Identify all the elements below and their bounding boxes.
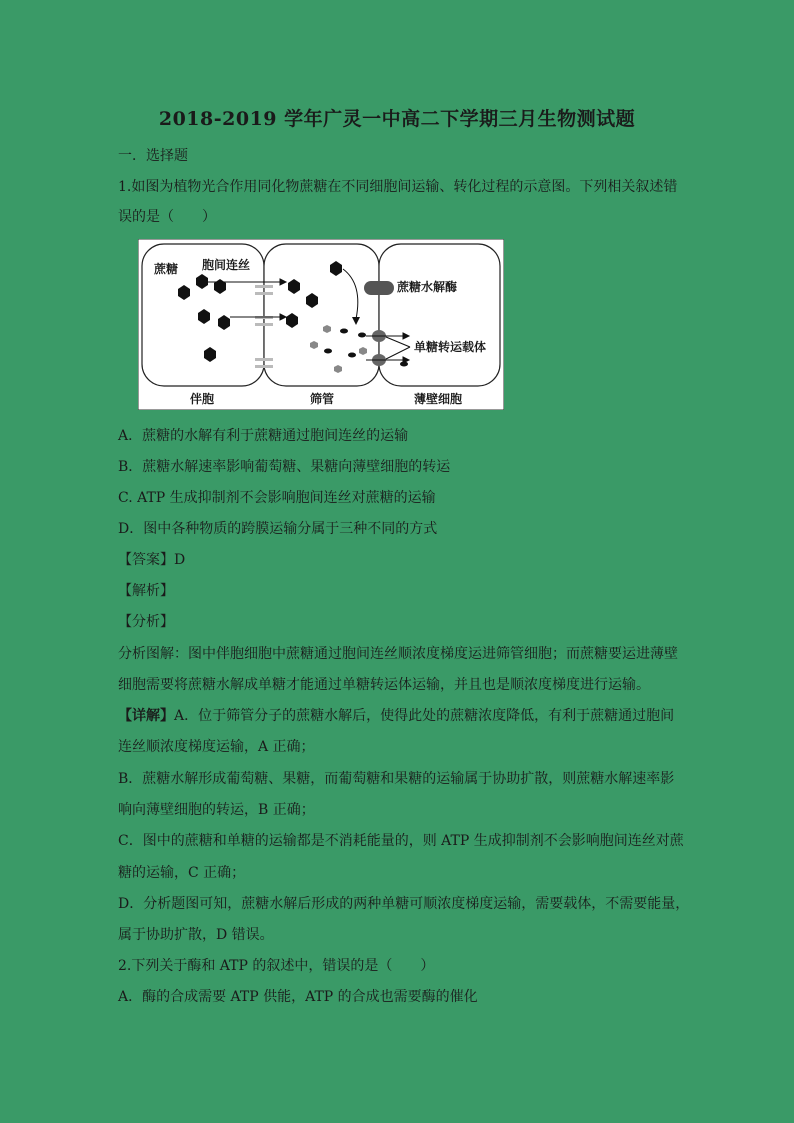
q1-stem-line2: 误的是（ ） (118, 209, 216, 225)
q1-stem-line1: 1.如图为植物光合作用同化物蔗糖在不同细胞间运输、转化过程的示意图。下列相关叙述错 (118, 179, 678, 195)
q1-detail-d1: D．分析题图可知，蔗糖水解后形成的两种单糖可顺浓度梯度运输，需要载体，不需要能量， (118, 896, 690, 912)
q1-option-a: A．蔗糖的水解有利于蔗糖通过胞间连丝的运输 (118, 428, 409, 444)
q1-analysis-header: 【解析】 (118, 583, 174, 599)
q1-detail-c2: 糖的运输，C 正确； (118, 865, 246, 881)
q1-detail-d2: 属于协助扩散，D 错误。 (118, 927, 274, 943)
label-carrier: 单糖转运载体 (414, 340, 487, 354)
q1-analysis-line2: 细胞需要将蔗糖水解成单糖才能通过单糖转运体运输，并且也是顺浓度梯度进行运输。 (118, 677, 650, 693)
q2-option-a: A．酶的合成需要 ATP 供能，ATP 的合成也需要酶的催化 (118, 989, 478, 1005)
parenchyma-cell (379, 244, 500, 386)
q1-analysis-line1: 分析图解：图中伴胞细胞中蔗糖通过胞间连丝顺浓度梯度运进筛管细胞；而蔗糖要运进薄壁 (118, 646, 678, 662)
q1-answer: 【答案】D (118, 552, 186, 568)
label-sucrose: 蔗糖 (154, 262, 179, 276)
q1-detail-tag: 【详解】 (118, 708, 174, 724)
q1-detail-b2: 响向薄壁细胞的转运，B 正确； (118, 802, 315, 818)
label-parenchyma: 薄壁细胞 (414, 392, 463, 406)
label-sieve-tube: 筛管 (310, 392, 335, 406)
label-plasmodesmata: 胞间连丝 (202, 258, 251, 272)
invertase-shape (364, 281, 394, 295)
q1-detail-a2: 连丝顺浓度梯度运输，A 正确； (118, 739, 315, 755)
page-title: 2018-2019 学年广灵一中高二下学期三月生物测试题 (158, 108, 636, 130)
q1-analysis-sub: 【分析】 (118, 614, 174, 630)
section-heading: 一．选择题 (118, 148, 188, 164)
label-invertase: 蔗糖水解酶 (397, 280, 458, 294)
q2-stem: 2.下列关于酶和 ATP 的叙述中，错误的是（ ） (118, 958, 435, 974)
q1-option-b: B．蔗糖水解速率影响葡萄糖、果糖向薄壁细胞的转运 (118, 459, 451, 475)
label-companion-cell: 伴胞 (190, 392, 215, 406)
q1-detail-a1: 【详解】A．位于筛管分子的蔗糖水解后，使得此处的蔗糖浓度降低，有利于蔗糖通过胞间 (118, 708, 675, 724)
q1-detail-c1: C．图中的蔗糖和单糖的运输都是不消耗能量的，则 ATP 生成抑制剂不会影响胞间连丝对蔗 (118, 833, 684, 849)
q1-option-c: C. ATP 生成抑制剂不会影响胞间连丝对蔗糖的运输 (118, 490, 436, 506)
q1-option-d: D．图中各种物质的跨膜运输分属于三种不同的方式 (118, 521, 438, 537)
q1-figure (138, 239, 504, 410)
q1-detail-b1: B．蔗糖水解形成葡萄糖、果糖，而葡萄糖和果糖的运输属于协助扩散，则蔗糖水解速率影 (118, 771, 675, 787)
